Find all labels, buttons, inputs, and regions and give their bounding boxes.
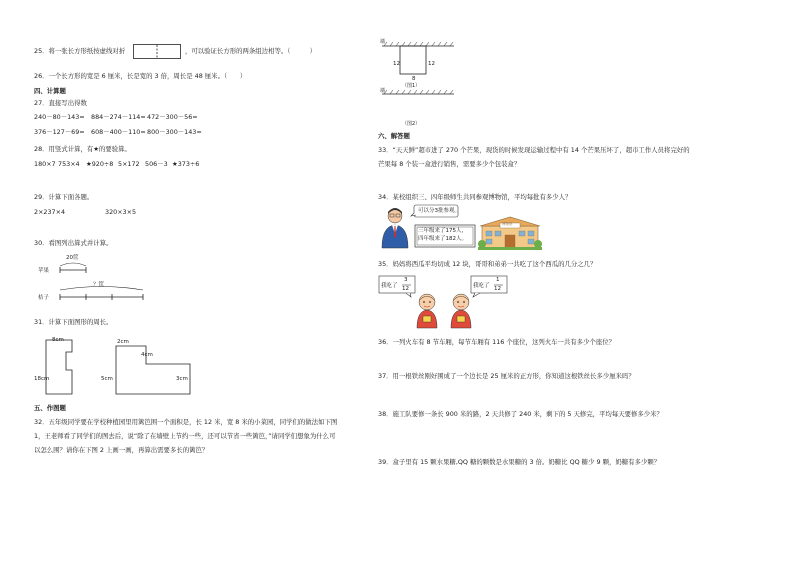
speech-bubble-text: 可以分3批参观。 (418, 208, 460, 214)
q29-title: 29．计算下面各题。 (34, 193, 94, 201)
q35-right-numerator: 1 (496, 277, 500, 283)
q31-f1-left-label: 18cm (34, 376, 50, 382)
q31-figure-2 (110, 342, 200, 398)
q25-text-end: ，可以验证长方形的两条组边相等。（ ） (185, 47, 317, 55)
q32-figure-1 (378, 38, 458, 120)
q31-f1-top-label: 8cm (52, 337, 64, 343)
info-board-line-2: 四年级来了182人。 (418, 236, 467, 242)
q27-title: 27．直接写出得数 (34, 99, 87, 107)
q30-mid-label: ？筐 (93, 282, 105, 288)
q34-title: 34．某校组织三、四年级师生共同参观博物馆，平均每批有多少人？ (378, 193, 572, 201)
section-4-heading: 四、计算题 (34, 87, 66, 95)
q33-line-2: 芒果每 8 个装一盒进行销售，需要多少个包装盒？ (378, 160, 521, 168)
q30-line-diagram (55, 260, 155, 302)
q32-line-3: 以怎么围？请你在下图 2 上画一画，再算出需要多长的篱笆？ (34, 446, 209, 454)
q28-title: 28．用竖式计算，有★的要验算。 (34, 145, 131, 153)
q25-rectangle-figure (133, 44, 183, 60)
q29-item-b: 320×3×5 (105, 208, 137, 216)
fig-label-12-left: 12 (393, 61, 400, 67)
q38-text: 38．施工队要修一条长 900 米的路，2 天共修了 240 米，剩下的 5 天修完，平均每天要修多少米？ (378, 410, 663, 418)
q31-f2-label-d: 3cm (176, 376, 188, 382)
q31-title: 31．计算下面图形的周长。 (34, 318, 113, 326)
q36-text: 36．一列火车有 8 节车厢，每节车厢有 116 个座位，这列火车一共有多少个座位？ (378, 338, 616, 346)
section-6-heading: 六、解答题 (378, 132, 410, 140)
q30-orange-label: 桔子 (38, 295, 50, 301)
q33-line-1: 33．“天天鲜”超市进了 270 个芒果，现货的时候发现运输过程中有 14 个芒果压坏了，超市工作人员将完好的 (378, 146, 690, 154)
q35-right-text: 我吃了 (473, 283, 490, 289)
q35-left-numerator: 3 (404, 277, 408, 283)
q27-item: 376－127－69= (34, 128, 85, 136)
fig-wall-label-1: 墙 (380, 39, 386, 45)
q31-f2-label-c: 5cm (101, 376, 113, 382)
q32-line-2: 1，王老师看了同学们的图去后，说“除了在墙壁上节约一些，还可以节省一些篱笆，”请同学们想象为什么可 (34, 432, 336, 440)
fig-wall-label-2: 墙 (380, 88, 386, 94)
boy-illustration-1 (414, 292, 440, 328)
q28-item: ★373÷6 (172, 160, 200, 168)
q27-item: 800－300－143= (147, 128, 202, 136)
q31-f2-label-b: 4cm (141, 352, 153, 358)
q30-title: 30．看图列出算式并计算。 (34, 239, 113, 247)
q28-item: 180×7 (34, 160, 56, 168)
q30-top-label: 20筐 (66, 255, 79, 261)
fig-caption-1: （图1） (402, 83, 421, 89)
info-board-line-1: 三年级来了175人， (418, 228, 467, 234)
q27-item: 884－274－114= (91, 113, 146, 121)
q31-figure-1 (36, 336, 86, 398)
q31-f2-label-a: 2cm (117, 339, 129, 345)
fig-label-12-right: 12 (428, 61, 435, 67)
q35-right-denominator: 12 (494, 286, 501, 292)
teacher-illustration (378, 204, 412, 248)
section-5-heading: 五、作图题 (34, 404, 66, 412)
boy-illustration-2 (448, 292, 474, 328)
q29-item-a: 2×237×4 (34, 208, 66, 216)
q26-text: 26．一个长方形的宽是 6 厘米，长是宽的 3 倍，周长是 48 厘米。（ ） (34, 72, 247, 80)
q28-item: 506－3 (145, 160, 168, 168)
q32-line-1: 32．五年级同学要在学校种植园里用篱笆围一个面积是，长 12 米，宽 8 米的小菜园，同学们的做法如下图 (34, 418, 338, 426)
q35-title: 35．妈妈将西瓜平均切成 12 块，哥哥和弟弟一共吃了这个西瓜的几分之几？ (378, 260, 597, 268)
q27-item: 472－300－56= (147, 113, 198, 121)
q35-left-denominator: 12 (402, 286, 409, 292)
q30-apple-label: 苹果 (38, 268, 50, 274)
q25-text-start: 25．将一张长方形纸按虚线对折 (34, 47, 126, 55)
q39-text: 39．盒子里有 15 颗水果糖,QQ 糖的颗数是水果糖的 3 倍。奶糖比 QQ 糖少 9 颗，奶糖有多少颗？ (378, 458, 661, 466)
q27-item: 608－400－110= (91, 128, 146, 136)
fig-label-8: 8 (412, 76, 416, 82)
museum-sign-text: 博物馆 (502, 222, 513, 226)
q35-left-text: 我吃了 (381, 283, 398, 289)
q27-item: 240－80－143= (34, 113, 85, 121)
q28-item: ★920÷8 (86, 160, 114, 168)
q37-text: 37．用一根铁丝刚好围成了一个边长是 25 厘米的正方形，你知道这根铁丝长多少厘米吗？ (378, 372, 635, 380)
q28-item: 5×172 (118, 160, 140, 168)
q28-item: 753×4 (58, 160, 80, 168)
fig-caption-2: （图2） (402, 121, 421, 127)
